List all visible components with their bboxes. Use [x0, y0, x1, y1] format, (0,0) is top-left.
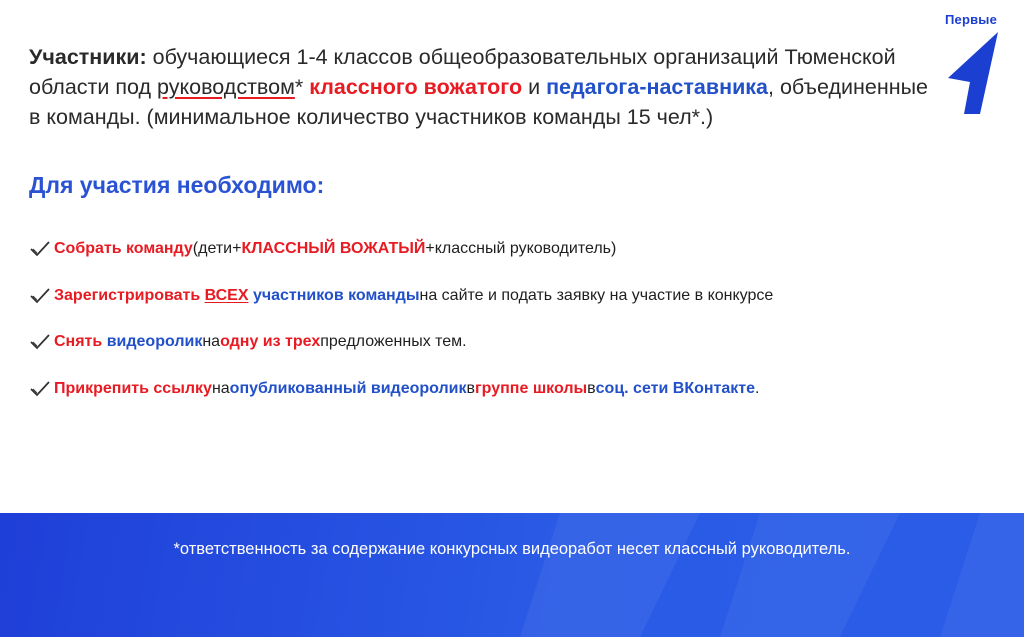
list-item	[29, 366, 1009, 413]
checkmark-icon	[29, 380, 51, 398]
section-heading: Для участия необходимо:	[29, 172, 325, 198]
footer-note: *ответственность за содержание конкурсных видеоработ несет классный руководитель.	[173, 540, 851, 558]
logo-text: Первые	[945, 12, 998, 27]
step-text: в	[587, 379, 596, 397]
step-action: Прикрепить ссылку	[54, 379, 212, 397]
step-highlight: соц. сети ВКонтакте	[595, 379, 755, 397]
list-item	[29, 226, 1009, 273]
step-highlight: ВСЕХ	[204, 286, 249, 304]
step-action: Снять	[54, 333, 103, 351]
step-text: .	[755, 379, 760, 397]
participants-label: Участники:	[29, 45, 147, 69]
role-mentor: педагога-наставника	[546, 75, 769, 99]
participants-paragraph	[29, 42, 934, 132]
step-highlight: одну из трех	[220, 333, 321, 351]
footer-banner	[0, 513, 1024, 637]
checkmark-icon	[29, 287, 51, 305]
step-highlight: КЛАССНЫЙ ВОЖАТЫЙ	[241, 240, 426, 258]
list-item	[29, 319, 1009, 366]
checkmark-icon	[29, 333, 51, 351]
intro-text: обучающиеся 1-4 классов общеобразовательных организаций Тюменской области под	[29, 45, 896, 99]
intro-text: *	[294, 75, 310, 99]
intro-text: , объединенные в команды. (минимальное количество участников команды 15 чел*.)	[29, 75, 928, 129]
step-highlight: группе школы	[475, 379, 588, 397]
footer-decoration	[0, 513, 1024, 637]
intro-text: и	[522, 75, 547, 99]
step-highlight: видеоролик	[106, 333, 203, 351]
brand-logo	[940, 12, 1012, 118]
step-action: Зарегистрировать	[54, 286, 201, 304]
logo-mark-icon	[940, 30, 1004, 116]
role-leader: классного вожатого	[309, 75, 523, 99]
step-highlight: участников команды	[252, 286, 420, 304]
step-text: предложенных тем.	[320, 333, 467, 351]
step-action: Собрать команду	[54, 240, 193, 258]
step-text: (дети+	[192, 240, 242, 258]
step-text: на сайте и подать заявку на участие в конкурсе	[419, 286, 774, 304]
underlined-word: руководством	[157, 75, 295, 99]
list-item	[29, 273, 1009, 320]
step-text: в	[466, 379, 476, 397]
step-text: на	[202, 333, 221, 351]
steps-list	[29, 226, 1009, 412]
step-highlight: опубликованный видеоролик	[229, 379, 467, 397]
step-text: +классный руководитель)	[425, 240, 617, 258]
checkmark-icon	[29, 240, 51, 258]
step-text: на	[211, 379, 230, 397]
